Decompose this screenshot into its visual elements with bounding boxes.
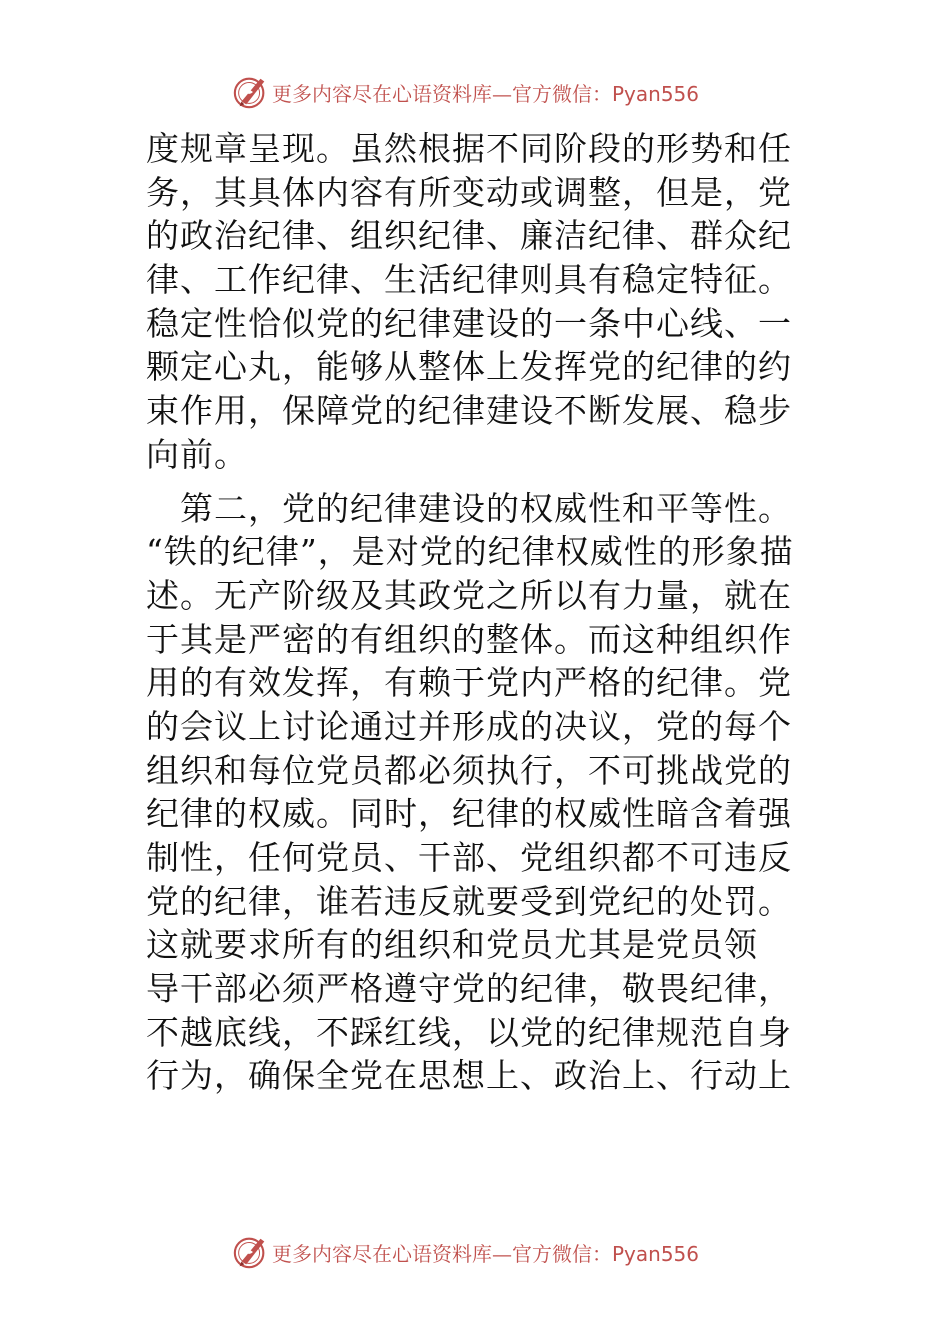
text-line: 述。无产阶级及其政党之所以有力量，就在 (146, 575, 792, 615)
text-line: 这就要求所有的组织和党员尤其是党员领 (146, 925, 758, 965)
header-banner (232, 72, 732, 112)
text-line: 行为，确保全党在思想上、政治上、行动上 (146, 1056, 792, 1096)
pen-logo-icon (232, 73, 270, 111)
text-line: 向前。 (146, 434, 248, 474)
header-banner-text: 更多内容尽在心语资料库—官方微信：Pyan556 (272, 81, 700, 106)
text-line: 的会议上讨论通过并形成的决议，党的每个 (146, 706, 792, 746)
text-line: 不越底线，不踩红线，以党的纪律规范自身 (146, 1012, 792, 1052)
text-line: 导干部必须严格遵守党的纪律，敬畏纪律， (146, 969, 792, 1009)
text-line: 度规章呈现。虽然根据不同阶段的形势和任 (146, 129, 792, 168)
text-line: 用的有效发挥，有赖于党内严格的纪律。党 (146, 663, 792, 703)
pen-logo-icon (232, 1233, 270, 1271)
paragraph-2 (146, 487, 818, 1099)
paragraph-1 (146, 127, 818, 477)
text-line: 第二，党的纪律建设的权威性和平等性。 (146, 488, 792, 528)
text-line: 律、工作纪律、生活纪律则具有稳定特征。 (146, 260, 792, 300)
wechat-account: Pyan556 (612, 81, 700, 106)
footer-banner-text: 更多内容尽在心语资料库—官方微信：Pyan556 (272, 1241, 700, 1266)
text-line: 颗定心丸，能够从整体上发挥党的纪律的约 (146, 347, 792, 387)
text-line: 党的纪律，谁若违反就要受到党纪的处罚。 (146, 881, 792, 921)
text-line: 束作用，保障党的纪律建设不断发展、稳步 (146, 391, 792, 431)
text-line: 于其是严密的有组织的整体。而这种组织作 (146, 619, 792, 659)
footer-banner (232, 1232, 732, 1272)
text-line: 组织和每位党员都必须执行，不可挑战党的 (146, 750, 792, 790)
text-line: “铁的纪律”，是对党的纪律权威性的形象描 (146, 532, 794, 572)
text-line: 制性，任何党员、干部、党组织都不可违反 (146, 838, 792, 877)
text-line: 稳定性恰似党的纪律建设的一条中心线、一 (146, 303, 792, 343)
text-line: 的政治纪律、组织纪律、廉洁纪律、群众纪 (146, 216, 792, 256)
text-line: 纪律的权威。同时，纪律的权威性暗含着强 (146, 794, 792, 834)
wechat-account: Pyan556 (612, 1241, 700, 1266)
text-line: 务，其具体内容有所变动或调整，但是，党 (146, 172, 792, 212)
document-body (146, 127, 818, 1098)
